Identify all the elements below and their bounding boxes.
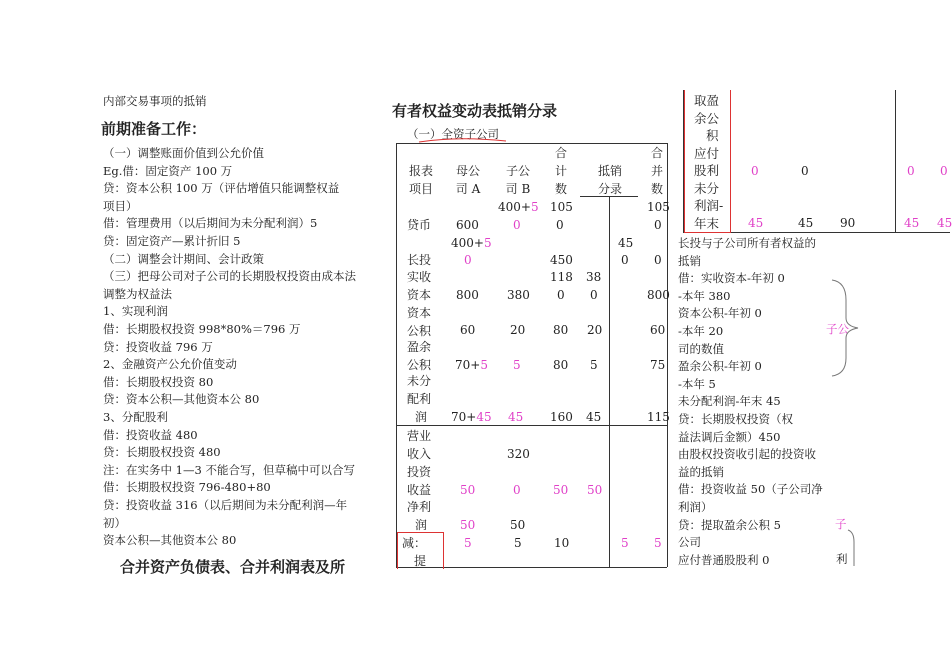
col3-line: 未分配利润-年末 45 — [678, 394, 781, 409]
col3-sub-div: 0 — [801, 164, 809, 178]
col3-line: 借：实收资本-年初 0 — [678, 271, 785, 286]
col1-line: 贷：投资收益 796 万 — [103, 339, 213, 354]
cell-consol-cash: 0 — [654, 218, 662, 232]
cell-consol-reserve: 75 — [650, 358, 666, 372]
col1-line: 借：投资收益 480 — [103, 427, 198, 442]
col1-line: 3、分配股利 — [103, 410, 168, 424]
cell-cr-deduct: 5 — [621, 536, 629, 550]
col3-cr-end: 45 — [937, 216, 952, 230]
cell-total-capital-a: 118 — [550, 270, 573, 284]
tail-char: 利 — [836, 552, 848, 566]
cell-sub-reserve: 5 — [513, 358, 521, 372]
footer-heading: 合并资产负债表、合并利润表及所 — [120, 558, 346, 576]
pink-note-sub2: 子 — [835, 517, 847, 531]
col1-line: 1、实现利润 — [103, 304, 168, 319]
cell-total-cash: 0 — [556, 218, 564, 232]
col3-line: -本年 380 — [678, 288, 731, 303]
cell-sub-invincome: 0 — [513, 483, 521, 497]
hdr-total: 合 计 数 — [554, 146, 567, 196]
cell-parent-surplus: 60 — [460, 323, 476, 337]
row-label-revenue: 营业 收入 — [407, 429, 432, 461]
cell-consol-deduct: 5 — [654, 536, 662, 550]
cell-sub-deduct: 5 — [514, 536, 522, 550]
cell-total-retained: 160 — [550, 410, 573, 424]
cell-parent-invincome: 50 — [460, 483, 476, 497]
pink-note-sub: 子公 — [826, 322, 849, 336]
col1-line: 贷：资本公积—其他资本公 80 — [103, 392, 260, 407]
col3-line: 应付普通股股利 0 — [678, 552, 770, 567]
col3-line: 盈余公积-年初 0 — [678, 359, 762, 374]
row-label-retained: 未分 配利 润 — [407, 374, 432, 424]
col1-line: （二）调整会计期间、会计政策 — [103, 251, 264, 266]
cell-sub-netprofit: 50 — [510, 518, 526, 532]
cell-total-capital: 0 — [557, 288, 565, 302]
col1-line: 借：长期股权投资 796-480+80 — [103, 480, 271, 495]
cell-consol-ltinv: 0 — [654, 253, 662, 267]
hdr-consol: 合 并 数 — [650, 146, 663, 196]
col3-cr-div: 0 — [940, 164, 948, 178]
col3-line: -本年 20 — [678, 324, 724, 338]
hdr-item: 报表 项目 — [408, 164, 433, 196]
cell-parent-capital: 800 — [456, 288, 479, 302]
cell-dr-reserve: 5 — [590, 358, 598, 372]
col3-line: 利润） — [678, 500, 713, 514]
cell-parent-retained: 70+45 — [451, 410, 492, 424]
cell-total-deduct: 10 — [554, 536, 570, 550]
cell-cr-ltinv: 0 — [621, 253, 629, 267]
cell-total-surplus: 80 — [553, 323, 569, 337]
col3-line: 益法调后金额）450 — [678, 429, 781, 444]
hdr-elim: 抵销 分录 — [597, 164, 622, 196]
cell-parent-cash: 600 — [456, 218, 479, 232]
col3-line: 贷：提取盈余公积 5 — [678, 517, 781, 532]
cell-consol-top: 105 — [647, 200, 670, 214]
cell-sub-retained: 45 — [508, 410, 524, 424]
row-label-cash: 贷币 — [407, 218, 432, 232]
col3-line: 由股权投资收引起的投资收 — [678, 447, 816, 462]
cell-sub-surplus: 20 — [510, 323, 526, 337]
hdr-parent: 母公 司 A — [455, 164, 481, 196]
col1-line: 贷：投资收益 316（以后期间为未分配利润—年 — [103, 498, 348, 512]
col1-line: 贷：长期股权投资 480 — [103, 445, 221, 460]
col3-dr-end: 45 — [904, 216, 920, 230]
cell-cr-lt-top: 45 — [618, 236, 634, 250]
cell-parent-netprofit: 50 — [460, 518, 476, 532]
cell-total-reserve: 80 — [553, 358, 569, 372]
row-label-ltinv: 长投 — [407, 253, 432, 267]
cell-sub-cash-top: 400+5 — [498, 200, 539, 214]
intro-text: 内部交易事项的抵销 — [103, 94, 207, 108]
cell-dr-surplus: 20 — [587, 323, 603, 337]
table-heading: 有者权益变动表抵销分录 — [392, 102, 558, 120]
col1-line: 贷：固定资产—累计折旧 5 — [103, 234, 241, 248]
cell-dr-invincome: 50 — [587, 483, 603, 497]
cell-consol-retained: 115 — [647, 410, 670, 424]
cell-dr-capital-a: 38 — [586, 270, 602, 284]
col3-line: 司的数值 — [678, 341, 724, 356]
col1-line: （一）调整账面价值到公允价值 — [103, 146, 264, 160]
col3-line: 公司 — [678, 535, 701, 550]
brace-icon-2 — [846, 528, 856, 568]
col3-parent-end: 45 — [748, 216, 764, 230]
cell-total-ltinv: 450 — [550, 253, 573, 267]
table-subtitle: （一）全资子公司 — [407, 127, 499, 141]
row-label-netprofit: 净利 润 — [407, 500, 432, 532]
hdr-sub: 子公 司 B — [505, 164, 531, 196]
col1-line: 2、金融资产公允价值变动 — [103, 357, 237, 372]
col1-line: 初） — [103, 515, 126, 530]
col3-dr-div: 0 — [907, 164, 915, 178]
cell-parent-ltinv: 0 — [464, 253, 472, 267]
cell-total-top: 105 — [550, 200, 573, 214]
col3-total-end: 90 — [840, 216, 856, 230]
row-label-surplus: 资本 公积 — [407, 306, 432, 338]
col3-line: 抵销 — [678, 253, 701, 268]
col1-line: 调整为权益法 — [103, 286, 172, 301]
col3-sub-end: 45 — [798, 216, 814, 230]
cell-consol-capital: 800 — [647, 288, 670, 302]
col1-line: Eg.借：固定资产 100 万 — [103, 163, 233, 178]
col1-line: 借：管理费用（以后期间为未分配利润）5 — [103, 216, 318, 231]
col3-line: 长投与子公司所有者权益的 — [678, 236, 816, 250]
col3-line: 益的抵销 — [678, 464, 724, 479]
col3-line: -本年 5 — [678, 376, 716, 391]
col3-parent-div: 0 — [751, 164, 759, 178]
cell-sub-revenue: 320 — [507, 447, 530, 461]
col1-line: 注：在实务中 1—3 不能合写，但草稿中可以合写 — [103, 462, 355, 477]
col3-line: 贷：长期股权投资（权 — [678, 412, 793, 426]
row-label-invincome: 投资 收益 — [407, 465, 432, 497]
row-label-reserve: 盈余 公积 — [407, 340, 432, 372]
cell-parent-reserve: 70+5 — [455, 358, 488, 372]
col1-line: 项目） — [103, 198, 138, 213]
col3-table-label: 取盈 余公 积 应付 股利 未分 利润- 年末 — [694, 93, 724, 231]
cell-total-invincome: 50 — [553, 483, 569, 497]
col3-line: 借：投资收益 50（子公司净 — [678, 482, 823, 497]
cell-parent-lt-top: 400+5 — [451, 236, 492, 250]
col1-line: （三）把母公司对子公司的长期股权投资由成本法 — [103, 269, 356, 284]
col1-line: 借：长期股权投资 998*80%＝796 万 — [103, 322, 301, 336]
col3-line: 资本公积-年初 0 — [678, 306, 762, 321]
heading-prep: 前期准备工作： — [101, 120, 207, 138]
row-label-capital: 实收 资本 — [407, 270, 432, 302]
cell-parent-deduct: 5 — [464, 536, 472, 550]
col1-line: 资本公积—其他资本公 80 — [103, 533, 237, 548]
cell-dr-retained: 45 — [586, 410, 602, 424]
col1-line: 贷：资本公积 100 万（评估增值只能调整权益 — [103, 181, 340, 196]
col1-line: 借：长期股权投资 80 — [103, 374, 214, 389]
cell-dr-capital: 0 — [590, 288, 598, 302]
cell-sub-cash: 0 — [513, 218, 521, 232]
cell-consol-surplus: 60 — [650, 323, 666, 337]
cell-sub-capital: 380 — [507, 288, 530, 302]
brace-icon — [830, 278, 862, 378]
row-label-deduct: 减： 提 — [402, 536, 427, 568]
